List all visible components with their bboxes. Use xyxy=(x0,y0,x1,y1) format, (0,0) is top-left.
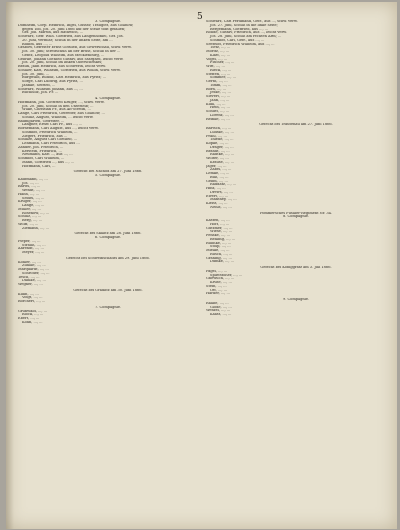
text-line: Steffen, ..., ... xyxy=(206,72,231,76)
text-line: Bartsch, ..., ... xyxy=(206,127,232,130)
text-line: Reinke, ..., ... xyxy=(206,117,230,121)
text-line: Jos. ..., ... xyxy=(22,181,39,185)
text-line: Strauß, ..., ... xyxy=(22,243,46,247)
text-line: Baumgarten, Gefreiter, ... xyxy=(18,119,65,123)
text-line: Marquardt, ..., ... xyxy=(18,268,49,271)
left-text-column xyxy=(18,20,198,325)
text-line: Wegner, ..., ... xyxy=(18,283,43,286)
text-line: Schiller, Karl, Wilhelm, Gottfried, aus Wollin, schw. verw. xyxy=(18,68,121,72)
text-line: Sommer, ..., ... xyxy=(210,76,236,80)
text-line: Hinz, ..., ... xyxy=(206,187,226,190)
text-line: Braun, Jahn Heinrich, aus Schwerin, leicht verw. xyxy=(18,65,106,68)
text-line: Raabe, ..., ... xyxy=(206,301,229,305)
text-line: Lüdtke, ..., ... xyxy=(210,130,234,134)
text-line: Born, ..., ... xyxy=(206,87,226,91)
text-line: Splittstößer, ..., ... xyxy=(210,273,243,277)
text-line: Schmidt, Carl Wilhelm, ... xyxy=(18,157,65,160)
text-line: Grunwald, ..., ... xyxy=(18,309,47,313)
text-line: Rieck, ..., ... xyxy=(210,68,232,72)
text-line: Mielke, ..., ... xyxy=(206,249,230,252)
text-line: Hahn, ..., ... xyxy=(18,192,40,196)
text-line: Block, ..., ... xyxy=(22,313,44,317)
text-line: Jos. 20. Juni, Schuß im linken Oberschenkel; xyxy=(22,61,103,65)
text-line: Sievert, ..., ... xyxy=(206,95,231,98)
text-line: 3. Compagnie. xyxy=(94,20,122,23)
text-line: Schulz, ..., ... xyxy=(18,215,42,219)
text-line: Gehrke, Johann Gottlieb Gustav, aus Stargard, leicht verw. xyxy=(18,57,124,61)
text-line: Jeske, ..., ... xyxy=(210,91,231,95)
text-line: Gef. Joh. Martin, aus Rathwich, ... xyxy=(22,31,84,35)
text-line: Borchert, ..., ... xyxy=(18,300,46,303)
text-line: Schwarz, Gefr. Wilh. Gottfried, aus Langenhöfkel, Gef. Jos. xyxy=(18,35,124,38)
text-line: Harder, ..., ... xyxy=(206,292,230,296)
text-line: Gefecht bei Nachod am 27. Juni 1866. xyxy=(73,170,143,174)
page-number: 5 xyxy=(197,12,203,22)
text-line: Ziemann, ..., ... xyxy=(22,226,50,230)
text-line: Gefecht bei Schweinschädel am 29. Juni 1866. xyxy=(66,256,150,260)
text-line: Witt, ..., ... xyxy=(206,65,225,68)
text-line: Meyer, ..., ... xyxy=(22,251,45,254)
text-line: Schütt, ..., ... xyxy=(206,110,230,113)
text-line: 6. Compagnie. xyxy=(94,236,122,239)
text-line: Jos. 28. Juni, Schuß am rechten Arm; ... xyxy=(210,35,282,38)
text-line: 7. Compagnie. xyxy=(94,305,122,309)
text-line: Kasten, ..., ... xyxy=(206,219,230,222)
text-line: Sorge, Carl Ludwig, aus Pyritz, ... xyxy=(22,80,83,83)
text-line: Schulze, August Carl Gottlieb, ... xyxy=(18,138,78,142)
text-line: Stein, ..., ... xyxy=(206,284,227,288)
text-line: Gefecht bei Königgrätz am 3. Juli 1866. xyxy=(260,266,332,269)
text-line: Schröder, ..., ... xyxy=(22,271,50,275)
text-line: Kerstein, Friedrich, ... xyxy=(22,149,62,153)
text-line: Lange, Carl Friedrich, Gefreiter, aus Gollnow, ... xyxy=(18,112,105,115)
text-line: Burgwald, Rudolf, Carl Heinrich, aus Pyritz; ... xyxy=(22,76,107,80)
text-line: Fenske, ..., ... xyxy=(206,234,230,237)
text-line: Timm, ..., ... xyxy=(210,83,232,87)
text-line: Glöde, ..., ... xyxy=(210,305,232,309)
text-line: Gefecht bei Gradlitz am 30. Juni 1866. xyxy=(73,288,143,292)
text-line: Ahrendt, ..., ... xyxy=(18,247,44,251)
text-line: Lehmann, Carl Friedrich, aus ... xyxy=(22,142,80,145)
text-line: gegen Tod, Jos. 20. Juni 1866 auf der Stelle todt gefallen; xyxy=(22,27,126,31)
text-line: Manthey, ..., ... xyxy=(210,198,237,202)
text-line: Gehm, ..., ... xyxy=(206,179,228,183)
text-line: Kruse, ..., ... xyxy=(210,281,232,284)
page-edge-shadow xyxy=(6,2,14,529)
document-page xyxy=(6,2,397,529)
text-line: Müller, ..., ... xyxy=(18,207,41,211)
text-line: Köhler, ..., ... xyxy=(18,260,41,264)
text-line: Jahnke, Sefried, ... xyxy=(22,83,56,87)
text-line: Seidel, ..., ... xyxy=(22,196,45,200)
text-line: Rosenow, ..., ... xyxy=(22,211,50,215)
text-line: Schmidt, Friedrich Wilhelm, ... xyxy=(22,130,78,134)
text-line: Tietz, ..., ... xyxy=(210,46,231,50)
right-text-column xyxy=(206,20,386,317)
text-line: 20. Juni, vermißt; Schuß in der linken Seite, am ... xyxy=(22,38,113,42)
text-line: 9. Compagnie. xyxy=(282,298,310,301)
text-line: Kohn, ..., ... xyxy=(22,320,43,324)
text-line: Voigt, ..., ... xyxy=(22,296,43,300)
text-line: Schmidt, Carl, Gefr., aus ..., ... xyxy=(210,38,265,42)
text-line: Kaatz, ..., ... xyxy=(210,313,232,316)
text-line: Höft, ..., ... xyxy=(210,222,230,226)
text-line: Berg, ..., ... xyxy=(22,219,42,222)
text-line: 5. Compagnie. xyxy=(94,174,122,177)
text-line: Wenzel, ..., ... xyxy=(206,309,231,313)
text-line: Kühl, ..., ... xyxy=(206,102,226,106)
text-line: Neumann, Karl ..., aus ..., ... xyxy=(22,153,73,157)
text-line: Moritz, ..., ... xyxy=(206,50,230,53)
text-line: Bergemann, Gottfried, aus ..., ... xyxy=(210,27,269,31)
text-line: Jos. 27. Juni, Schuß in die linke Seite; xyxy=(210,23,278,27)
text-line: Bartel, ..., ... xyxy=(18,185,41,189)
text-line: Köpke, ..., ... xyxy=(206,142,229,145)
text-line: Hoffmann, Joh. Gottfried Krüger, ..., schw. verw. xyxy=(18,100,105,104)
text-line: Thiede, ..., ... xyxy=(210,138,234,142)
text-line: Zander, Joh. Friedrich, ... xyxy=(18,145,64,149)
text-line: Pommersches Füsilier-Regiment Nr. 34. xyxy=(260,211,332,215)
text-line: Gutzmer, ..., ... xyxy=(206,226,233,230)
text-line: Gerth, ..., ... xyxy=(206,80,228,83)
text-line: Lorenz, ..., ... xyxy=(210,113,234,117)
text-line: Gefecht bei Trautenau am 27. Juni 1866. xyxy=(259,123,333,127)
text-line: Gräning, ..., ... xyxy=(206,256,232,260)
text-line: Gentz, Leopold Wilhelm, aus Mecklenburg, ... xyxy=(22,53,105,57)
text-line: Behling, ..., ... xyxy=(210,237,236,241)
text-line: Fischer, ..., ... xyxy=(210,61,235,65)
text-line: Wendt, ..., ... xyxy=(22,189,45,192)
text-line: Jos. 30. Juni; Streifschuß an der Brust, Schuß in der ... xyxy=(22,50,121,53)
text-line: Kaufmann, ..., ... xyxy=(18,177,48,181)
text-line: Schulz, August, Wilhelm, ... leicht verw. xyxy=(22,115,94,119)
text-line: Stolp, ..., ... xyxy=(210,245,231,249)
text-line: Kühn, ..., ... xyxy=(18,292,39,296)
text-line: Ebert, ..., ... xyxy=(18,317,40,320)
text-line: 8. Compagnie. xyxy=(282,215,310,219)
text-line: Prahl, ..., ... xyxy=(206,134,227,138)
text-line: Wolter, ..., ... xyxy=(206,157,229,160)
text-line: Langner, Ernst Carl Fr., aus ..., ... xyxy=(22,123,83,127)
text-line: Gnewuch, ..., ... xyxy=(206,277,235,281)
text-line: Buß, ..., ... xyxy=(210,175,229,179)
text-line: Raddatz, ..., ... xyxy=(210,183,237,187)
text-line: Jos. 20. Juni, Schuß in den Unterleib; ... xyxy=(22,104,94,108)
text-line: Hoffmann, Carl, ... xyxy=(22,164,56,168)
text-line: Mann, Gottfried ..., aus ..., ... xyxy=(22,160,75,164)
text-line: Grabow, Gefreiter Ernst Gottlieb, aus Gewerschau, schw. verw. xyxy=(18,46,132,50)
text-line: Ruhnke, ..., ... xyxy=(206,241,232,245)
text-line: Ewert, ..., ... xyxy=(206,194,229,198)
text-line: Lemke, ..., ... xyxy=(206,172,230,175)
text-line: Schwarz, Wilhelm Johann, aus ..., ... xyxy=(18,87,83,91)
text-line: Dahlke, ..., ... xyxy=(22,279,46,283)
text-line: Krause, ..., ... xyxy=(210,160,234,164)
text-line: Krüger, ..., ... xyxy=(18,200,42,204)
text-line: Hein, ..., ... xyxy=(210,106,230,110)
text-line: 4. Compagnie. xyxy=(94,97,122,100)
text-line: Kleist, ..., ... xyxy=(206,202,228,205)
text-line: Dräger, ..., ... xyxy=(210,145,234,149)
text-line: Vogel, ..., ... xyxy=(206,57,228,61)
text-line: Bluhm, aus ..., ... xyxy=(22,42,53,46)
text-line: Ott, ..., ... xyxy=(210,288,227,292)
text-line: Wiese, ..., ... xyxy=(210,230,233,234)
text-line: Zühlke, ..., ... xyxy=(22,264,46,268)
text-line: Wilke, Christian Fr., aus Alt-Stettin, ... xyxy=(22,108,91,112)
text-line: Tesch, ..., ... xyxy=(18,275,40,279)
text-line: Wolff, ..., ... xyxy=(18,222,39,226)
text-line: Dumke, ..., ... xyxy=(210,260,235,264)
text-line: Buchholz, Joh. Fr. ... xyxy=(22,91,59,95)
text-line: Jäger, ..., ... xyxy=(206,164,227,168)
text-line: Jos. 30. Juni, ... xyxy=(22,72,50,76)
text-line: Seefeldt, Friedrich Wilhelm, aus ..., ... xyxy=(206,42,275,46)
text-line: Rusch, ..., ... xyxy=(210,252,233,256)
text-line: Zabel, ..., ... xyxy=(210,168,232,172)
text-line: Nehls, ..., ... xyxy=(210,205,232,209)
text-line: Pieper, ..., ... xyxy=(18,239,41,243)
text-line: Schwarz, Carl Ferdinand, Gefr., aus ..., schw. verw. xyxy=(206,20,298,23)
text-line: Domheim, Corp. Heinrich, Ingel, Gustav, Traugott, aus Gollnow, xyxy=(18,23,134,27)
text-line: Jahn, ..., ... xyxy=(210,98,230,102)
text-line: Radtke, ..., ... xyxy=(210,153,235,157)
text-line: Brandt, ..., ... xyxy=(206,149,230,153)
text-line: Klatt, ..., ... xyxy=(210,53,230,57)
text-line: Ziegert, Friedrich, aus ... xyxy=(22,134,68,138)
text-line: Gefecht bei Skalitz am 28. Juni 1866. xyxy=(74,232,142,236)
text-line: Bornemann, Carl August, aus ..., leicht verw. xyxy=(18,127,99,130)
text-line: Drews, ..., ... xyxy=(210,190,233,194)
text-line: Pagel, ..., ... xyxy=(206,269,228,273)
text-line: Rohde, Gustav, Friedrich, aus ..., leicht verw. xyxy=(206,31,287,35)
text-line: Lange, ..., ... xyxy=(22,204,45,207)
